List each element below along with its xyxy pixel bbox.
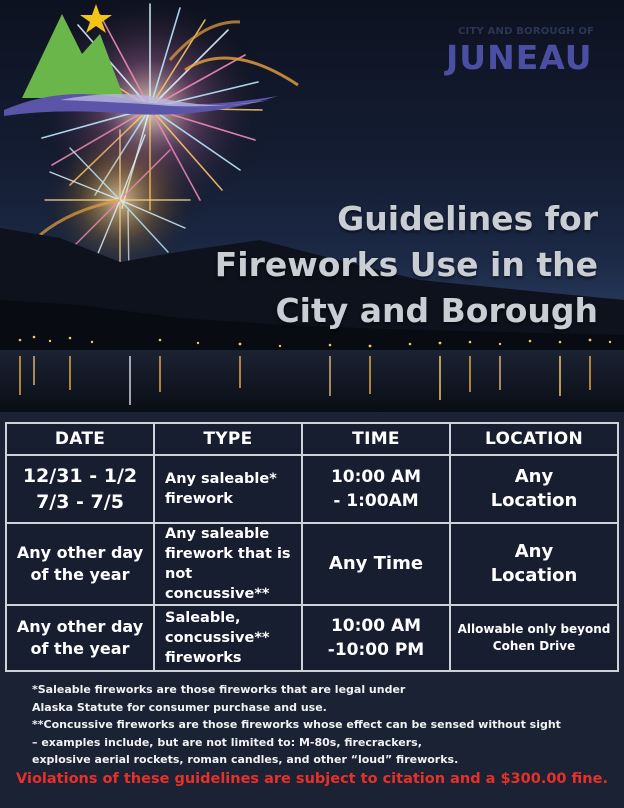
cell-text: - 1:00AM [333, 491, 419, 511]
page-title-line-2: Fireworks Use in the [214, 245, 598, 284]
header-time: TIME [302, 423, 450, 455]
cell-location [450, 605, 618, 671]
cell-location [450, 455, 618, 523]
cell-time [302, 605, 450, 671]
table-row [6, 605, 618, 671]
cell-text: 12/31 - 1/2 [22, 465, 138, 487]
cell-date [6, 523, 154, 605]
header-location: LOCATION [450, 423, 618, 455]
footnote-line: Alaska Statute for consumer purchase and use. [32, 700, 327, 714]
cell-type [154, 523, 302, 605]
cell-text: Any saleable [165, 526, 270, 542]
cell-text: Any [514, 466, 554, 487]
cell-text: of the year [30, 639, 130, 658]
cell-text: Location [490, 490, 578, 511]
cell-text: Cohen Drive [492, 639, 576, 653]
cell-text: 10:00 AM [330, 467, 422, 487]
cell-text: Any [514, 541, 554, 562]
page-title-line-3: City and Borough [275, 291, 598, 330]
cell-text: fireworks [165, 650, 242, 666]
cell-text: -10:00 PM [327, 640, 425, 660]
cell-text: Any other day [16, 617, 144, 636]
page-title [178, 196, 598, 334]
footnote-line: explosive aerial rockets, roman candles, and other “loud” fireworks. [32, 753, 459, 766]
logo-text-city-and-borough: CITY AND BOROUGH OF [458, 26, 595, 37]
cell-time [302, 523, 450, 605]
cell-text: Any saleable* [165, 471, 277, 487]
cell-text: 7/3 - 7/5 [36, 491, 124, 513]
cell-text: firework that is [165, 546, 291, 562]
header-date: DATE [6, 423, 154, 455]
footnote-line: **Concussive fireworks are those fireworks whose effect can be sensed without sight [32, 718, 561, 731]
violation-warning: Violations of these guidelines are subject to citation and a $300.00 fine. [16, 771, 608, 787]
footnote-line: *Saleable fireworks are those fireworks that are legal under [32, 683, 406, 696]
cell-text: Allowable only beyond [457, 622, 611, 636]
table-row [6, 455, 618, 523]
cell-type [154, 605, 302, 671]
cell-text: Saleable, [165, 610, 241, 626]
cell-date [6, 455, 154, 523]
cell-type [154, 455, 302, 523]
table-header-row [6, 423, 618, 455]
cell-text: not concussive** [165, 566, 270, 602]
cell-text: Location [490, 565, 578, 586]
footnotes [32, 681, 612, 769]
cell-text: of the year [30, 565, 130, 584]
cell-text: concussive** [165, 630, 270, 646]
cell-text: Any other day [16, 543, 144, 562]
cell-date [6, 605, 154, 671]
footnote-line: – examples include, but are not limited to: M-80s, firecrackers, [32, 735, 422, 749]
cell-location [450, 523, 618, 605]
table-row [6, 523, 618, 605]
page-title-line-1: Guidelines for [337, 199, 598, 238]
logo-text-juneau: JUNEAU [446, 38, 593, 77]
header-type: TYPE [154, 423, 302, 455]
cell-text: Any Time [328, 553, 424, 574]
cell-text: 10:00 AM [330, 616, 422, 636]
guidelines-table [5, 422, 617, 672]
cell-time [302, 455, 450, 523]
cell-text: firework [165, 491, 233, 507]
juneau-logo-image [0, 0, 280, 124]
